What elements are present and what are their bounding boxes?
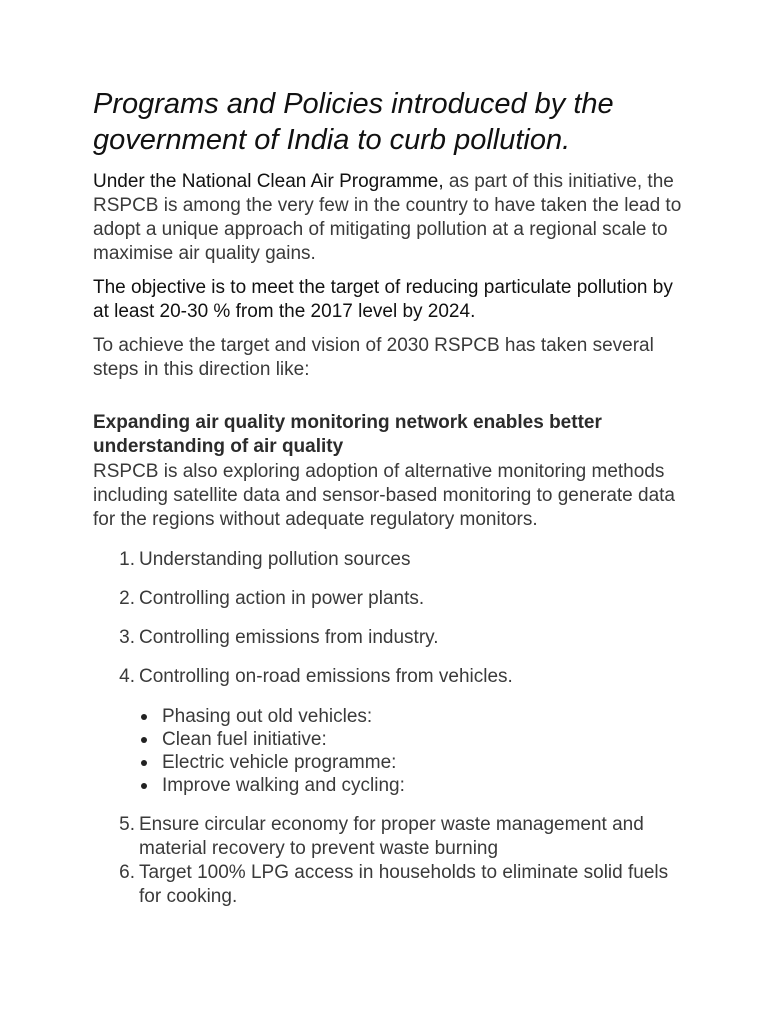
bullet-icon — [141, 737, 147, 743]
document-page — [93, 86, 683, 909]
intro-rest-text: as part of this initiative, the RSPCB is among the very few in the country to have taken the lead to adopt a unique approach of mitigating pollution at a regional scale to maximise air quality gains. — [93, 171, 682, 264]
bullet-item — [93, 705, 683, 728]
list-item-text: Understanding pollution sources — [139, 549, 411, 570]
bullet-item — [93, 774, 683, 797]
list-item-text: Controlling emissions from industry. — [139, 627, 439, 648]
list-item — [93, 813, 683, 861]
bullet-item-text: Improve walking and cycling: — [162, 775, 405, 796]
vehicle-measures-list — [93, 705, 683, 797]
list-item-text: Target 100% LPG access in households to eliminate solid fuels for cooking. — [139, 862, 669, 907]
bullet-item — [93, 728, 683, 751]
list-item-number: 5. — [119, 814, 135, 835]
document-title: Programs and Policies introduced by the government of India to curb pollution. — [93, 88, 614, 156]
list-item — [93, 665, 683, 689]
list-item-number: 2. — [119, 588, 135, 609]
list-item-text: Controlling on-road emissions from vehicles. — [139, 666, 513, 687]
intro-lead-text: Under the National Clean Air Programme, — [93, 171, 444, 192]
bullet-item-text: Electric vehicle programme: — [162, 752, 397, 773]
list-item — [93, 626, 683, 650]
bullet-item — [93, 751, 683, 774]
bullet-icon — [141, 760, 147, 766]
bullet-item-text: Clean fuel initiative: — [162, 729, 327, 750]
steps-list-continued — [93, 813, 683, 909]
list-item — [93, 587, 683, 611]
list-item-number: 1. — [119, 549, 135, 570]
vision-paragraph: To achieve the target and vision of 2030 RSPCB has taken several steps in this direction like: — [93, 335, 654, 380]
list-item — [93, 861, 683, 909]
section-heading: Expanding air quality monitoring network enables better understanding of air quality — [93, 412, 602, 457]
list-item-text: Ensure circular economy for proper waste management and material recovery to prevent waste burning — [139, 814, 644, 859]
list-item-number: 6. — [119, 862, 135, 883]
bullet-item-text: Phasing out old vehicles: — [162, 706, 373, 727]
intro-paragraph — [93, 170, 683, 266]
list-item — [93, 548, 683, 572]
steps-list — [93, 548, 683, 689]
list-item-number: 4. — [119, 666, 135, 687]
bullet-icon — [141, 783, 147, 789]
list-item-text: Controlling action in power plants. — [139, 588, 425, 609]
section-body: RSPCB is also exploring adoption of alternative monitoring methods including satellite data and sensor-based monitoring to generate data for the regions without adequate regulatory monitors. — [93, 461, 675, 530]
bullet-icon — [141, 714, 147, 720]
objective-paragraph: The objective is to meet the target of reducing particulate pollution by at least 20-30 % from the 2017 level by 2024. — [93, 277, 673, 322]
list-item-number: 3. — [119, 627, 135, 648]
